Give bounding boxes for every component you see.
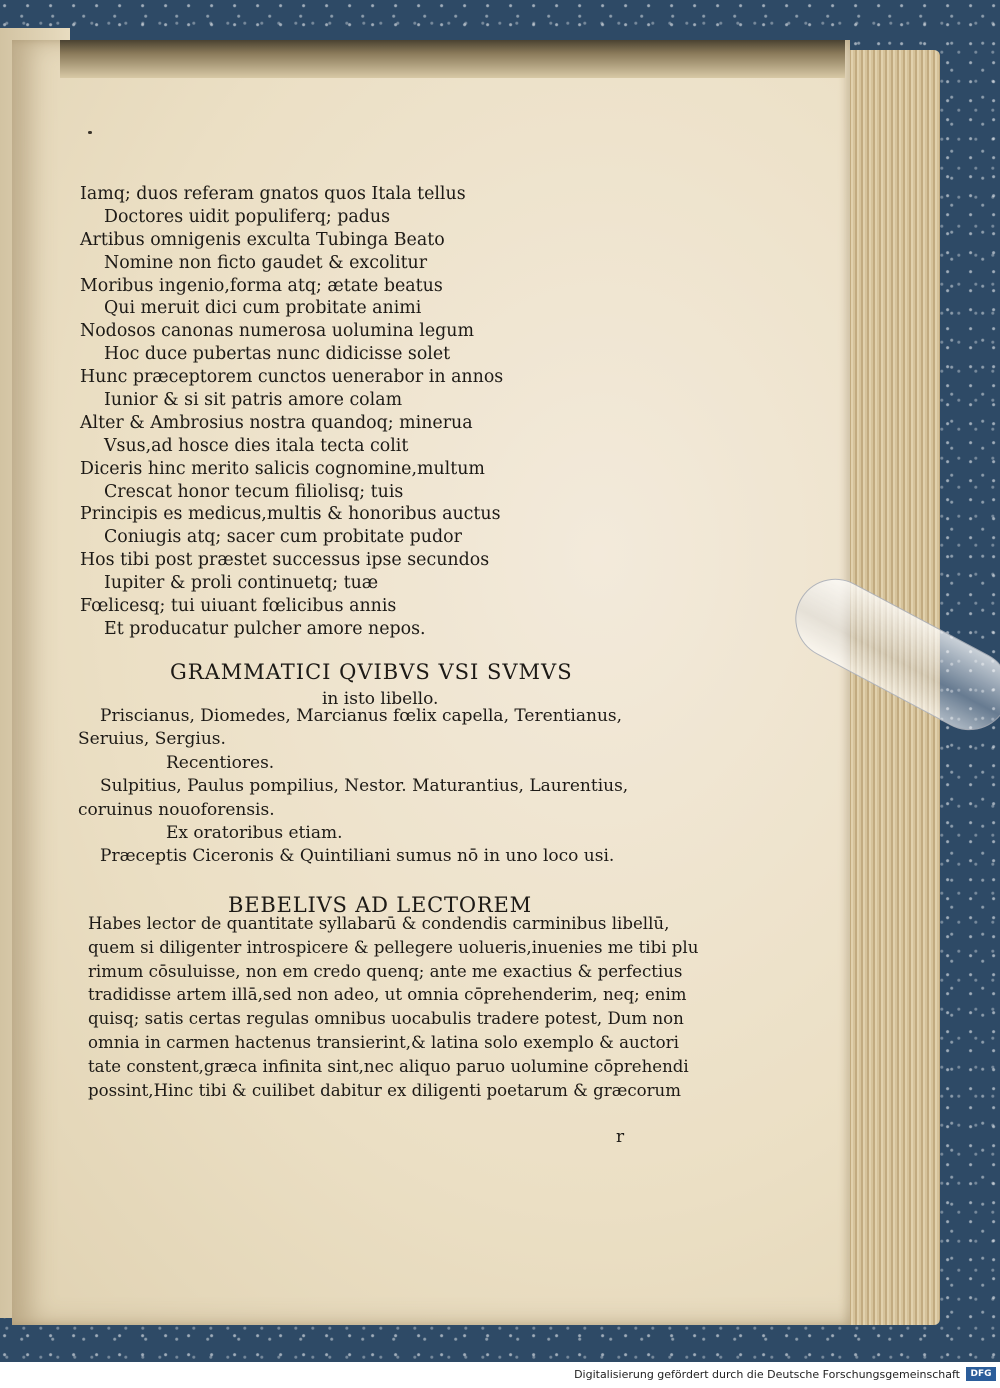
verse-line: Hunc præceptorem cunctos uenerabor in annos — [80, 367, 504, 388]
prose-line: possint,Hinc tibi & cuilibet dabitur ex diligenti poetarum & græcorum — [88, 1080, 681, 1100]
grammatici-line: coruinus nouoforensis. — [78, 799, 275, 820]
prose-line: Habes lector de quantitate syllabarū & condendis carminibus libellū, — [88, 914, 670, 933]
prose-line: tate constent,græca infinita sint,nec aliquo paruo uolumine cōprehendi — [88, 1056, 689, 1076]
verse-line: Alter & Ambrosius nostra quandoq; minerua — [80, 412, 473, 433]
verse-line: Fœlicesq; tui uiuant fœlicibus annis — [80, 596, 397, 617]
verse-line: Artibus omnigenis exculta Tubinga Beato — [80, 229, 445, 250]
prose-line: quisq; satis certas regulas omnibus uocabulis tradere potest, Dum non — [88, 1009, 684, 1029]
verse-line: Hoc duce pubertas nunc didicisse solet — [104, 344, 451, 365]
grammatici-line: Seruius, Sergius. — [78, 729, 226, 750]
verse-line: Moribus ingenio,forma atq; ætate beatus — [80, 275, 443, 296]
verse-line: Hos tibi post præstet successus ipse secundos — [80, 550, 490, 571]
bebelius-text — [88, 912, 699, 1102]
verse-line: Coniugis atq; sacer cum probitate pudor — [104, 527, 462, 548]
verse-line: Principis es medicus,multis & honoribus auctus — [80, 504, 501, 525]
verse-line: Et producatur pulcher amore nepos. — [104, 618, 426, 639]
prose-line: rimum cōsuluisse, non em credo quenq; ante me exactius & perfectius — [88, 961, 683, 981]
bebelius-heading: BEBELIVS AD LECTOREM — [228, 893, 532, 917]
verse-line: Iunior & si sit patris amore colam — [104, 390, 403, 411]
grammatici-line: Recentiores. — [166, 752, 275, 773]
footer-bar — [0, 1362, 1000, 1388]
verse-line: Vsus,ad hosce dies itala tecta colit — [104, 435, 409, 456]
page-gutter-shadow — [60, 40, 845, 78]
prose-line: quem si diligenter introspicere & pellegere uolueris,inuenies me tibi plu — [88, 937, 699, 957]
verse-line: Iupiter & proli continuetq; tuæ — [104, 573, 379, 594]
grammatici-line: Ex oratoribus etiam. — [166, 822, 343, 843]
grammatici-heading: GRAMMATICI QVIBVS VSI SVMVS — [170, 660, 573, 684]
grammatici-line: Priscianus, Diomedes, Marcianus fœlix capella, Terentianus, — [100, 706, 623, 726]
prose-line: tradidisse artem illā,sed non adeo, ut omnia cōprehenderim, neq; enim — [88, 985, 687, 1005]
verse-block — [80, 183, 510, 641]
dfg-logo: DFG — [966, 1367, 996, 1381]
grammatici-list — [78, 705, 678, 869]
verse-line: Nomine non ficto gaudet & excolitur — [104, 252, 428, 273]
verse-line: Iamq; duos referam gnatos quos Itala tellus — [80, 184, 466, 204]
ink-mark — [88, 131, 92, 134]
verse-line: Diceris hinc merito salicis cognomine,multum — [80, 458, 485, 479]
verse-line: Doctores uidit populiferq; padus — [104, 206, 391, 227]
verse-line: Crescat honor tecum filiolisq; tuis — [104, 481, 404, 502]
prose-line: omnia in carmen hactenus transierint,& latina solo exemplo & auctori — [88, 1032, 679, 1052]
verse-line: Nodosos canonas numerosa uolumina legum — [80, 321, 474, 342]
verse-line: Qui meruit dici cum probitate animi — [104, 298, 422, 319]
footer-credit: Digitalisierung gefördert durch die Deutsche Forschungsgemeinschaft — [574, 1368, 960, 1381]
grammatici-subheading: in isto libello. — [322, 689, 439, 709]
catchword: r — [616, 1127, 625, 1147]
grammatici-line: Sulpitius, Paulus pompilius, Nestor. Maturantius, Laurentius, — [100, 776, 629, 797]
grammatici-line: Præceptis Ciceronis & Quintiliani sumus nō in uno loco usi. — [100, 846, 615, 867]
